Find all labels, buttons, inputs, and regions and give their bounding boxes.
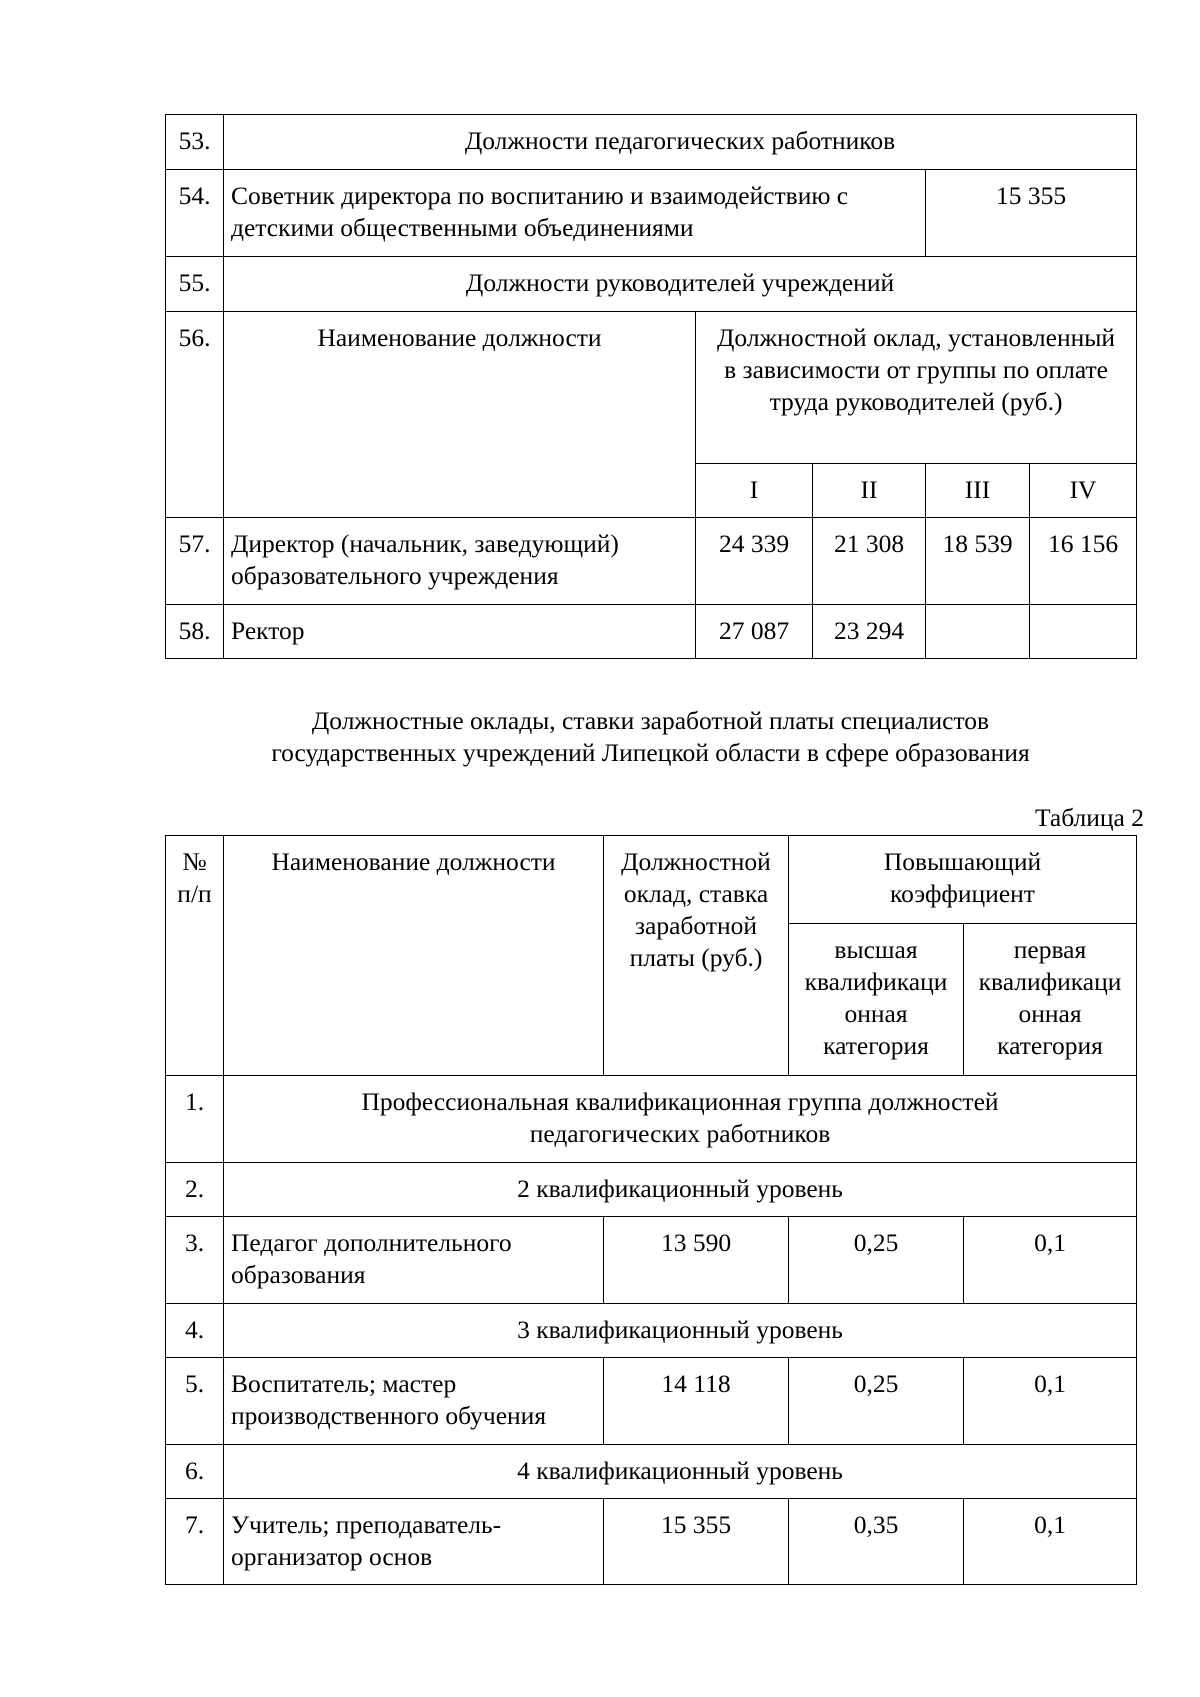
row-number: 1. — [166, 1076, 224, 1163]
row-number: 56. — [166, 312, 224, 518]
table-row — [166, 1076, 1137, 1163]
table-row — [166, 518, 1137, 605]
salary-table-2 — [165, 835, 1137, 1585]
row-number: 58. — [166, 605, 224, 659]
table-row — [166, 1217, 1137, 1304]
table-row — [166, 1499, 1137, 1585]
coefficient-value: 0,1 — [964, 1358, 1137, 1445]
row-number: 4. — [166, 1304, 224, 1358]
group-header: IV — [1030, 464, 1137, 518]
row-number: 5. — [166, 1358, 224, 1445]
column-header-name: Наименование должности — [224, 836, 604, 1076]
table-row — [166, 170, 1137, 257]
table-header-row — [166, 836, 1137, 924]
row-number: 54. — [166, 170, 224, 257]
row-number: 55. — [166, 257, 224, 312]
column-header-first-category: первая квалификаци онная категория — [964, 924, 1137, 1076]
row-number: 7. — [166, 1499, 224, 1585]
row-number: 6. — [166, 1445, 224, 1499]
coefficient-value: 0,25 — [789, 1358, 964, 1445]
salary-value — [1030, 605, 1137, 659]
table-row — [166, 257, 1137, 312]
section-title: 4 квалификационный уровень — [224, 1445, 1137, 1499]
column-header-num: № п/п — [166, 836, 224, 1076]
table-row — [166, 312, 1137, 464]
column-header-higher-category: высшая квалификаци онная категория — [789, 924, 964, 1076]
salary-value: 18 539 — [926, 518, 1030, 605]
table-row — [166, 1163, 1137, 1217]
salary-value: 14 118 — [604, 1358, 789, 1445]
group-header: III — [926, 464, 1030, 518]
column-header-coefficient: Повышающий коэффициент — [789, 836, 1137, 924]
position-name: Директор (начальник, заведующий) образовательного учреждения — [224, 518, 696, 605]
section-title: 2 квалификационный уровень — [224, 1163, 1137, 1217]
salary-value: 24 339 — [696, 518, 813, 605]
section-title: 3 квалификационный уровень — [224, 1304, 1137, 1358]
coefficient-value: 0,1 — [964, 1499, 1137, 1585]
coefficient-value: 0,25 — [789, 1217, 964, 1304]
salary-value — [926, 605, 1030, 659]
heading-line: государственных учреждений Липецкой области в сфере образования — [271, 738, 1030, 767]
salary-value: 13 590 — [604, 1217, 789, 1304]
row-number: 53. — [166, 115, 224, 170]
coefficient-value: 0,1 — [964, 1217, 1137, 1304]
table-row — [166, 1445, 1137, 1499]
row-number: 2. — [166, 1163, 224, 1217]
position-name: Ректор — [224, 605, 696, 659]
salary-value: 21 308 — [813, 518, 926, 605]
salary-value: 15 355 — [604, 1499, 789, 1585]
column-header-salary: Должностной оклад, ставка заработной платы (руб.) — [604, 836, 789, 1076]
group-header: II — [813, 464, 926, 518]
position-name: Учитель; преподаватель-организатор основ — [224, 1499, 604, 1585]
table-row — [166, 1304, 1137, 1358]
position-name: Советник директора по воспитанию и взаимодействию с детскими общественными объединениями — [224, 170, 926, 257]
group-header: I — [696, 464, 813, 518]
heading-line: Должностные оклады, ставки заработной платы специалистов — [311, 706, 990, 735]
row-number: 3. — [166, 1217, 224, 1304]
row-number: 57. — [166, 518, 224, 605]
column-header-name: Наименование должности — [224, 312, 696, 518]
salary-value: 23 294 — [813, 605, 926, 659]
salary-value: 15 355 — [926, 170, 1137, 257]
salary-value: 27 087 — [696, 605, 813, 659]
table-row — [166, 1358, 1137, 1445]
column-header-salary: Должностной оклад, установленный в зависимости от группы по оплате труда руководителей (руб.) — [696, 312, 1137, 464]
position-name: Педагог дополнительного образования — [224, 1217, 604, 1304]
coefficient-value: 0,35 — [789, 1499, 964, 1585]
table-row — [166, 605, 1137, 659]
table-label: Таблица 2 — [1034, 803, 1144, 832]
section-title: Должности руководителей учреждений — [224, 257, 1137, 312]
salary-table-1 — [165, 114, 1137, 659]
section-title: Профессиональная квалификационная группа должностей педагогических работников — [224, 1076, 1137, 1163]
table-row — [166, 115, 1137, 170]
position-name: Воспитатель; мастер производственного обучения — [224, 1358, 604, 1445]
salary-value: 16 156 — [1030, 518, 1137, 605]
section-heading — [165, 705, 1136, 769]
section-title: Должности педагогических работников — [224, 115, 1137, 170]
